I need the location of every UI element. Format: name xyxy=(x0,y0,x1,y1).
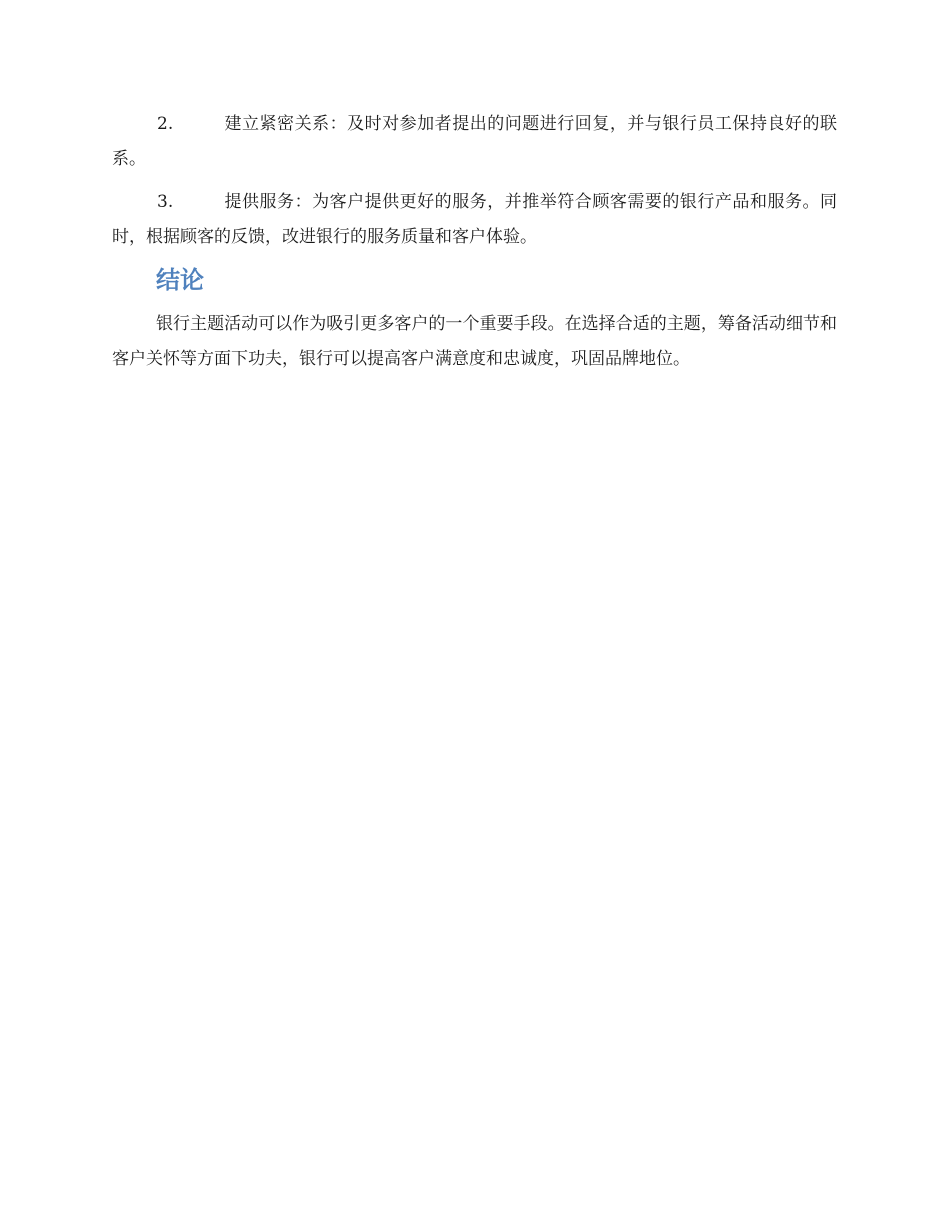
conclusion-paragraph: 银行主题活动可以作为吸引更多客户的一个重要手段。在选择合适的主题，筹备活动细节和客户关怀等方面下功夫，银行可以提高客户满意度和忠诚度，巩固品牌地位。 xyxy=(112,314,837,369)
list-item-number: 3. xyxy=(157,192,174,212)
list-item-2 xyxy=(112,107,837,177)
conclusion-heading: 结论 xyxy=(156,266,204,294)
list-item-3 xyxy=(112,185,837,255)
list-item-text: 建立紧密关系：及时对参加者提出的问题进行回复，并与银行员工保持良好的联系。 xyxy=(112,114,837,169)
list-item-text: 提供服务：为客户提供更好的服务，并推举符合顾客需要的银行产品和服务。同时，根据顾客的反馈，改进银行的服务质量和客户体验。 xyxy=(112,192,837,247)
list-item-number: 2. xyxy=(157,114,174,134)
document-content xyxy=(112,107,837,377)
